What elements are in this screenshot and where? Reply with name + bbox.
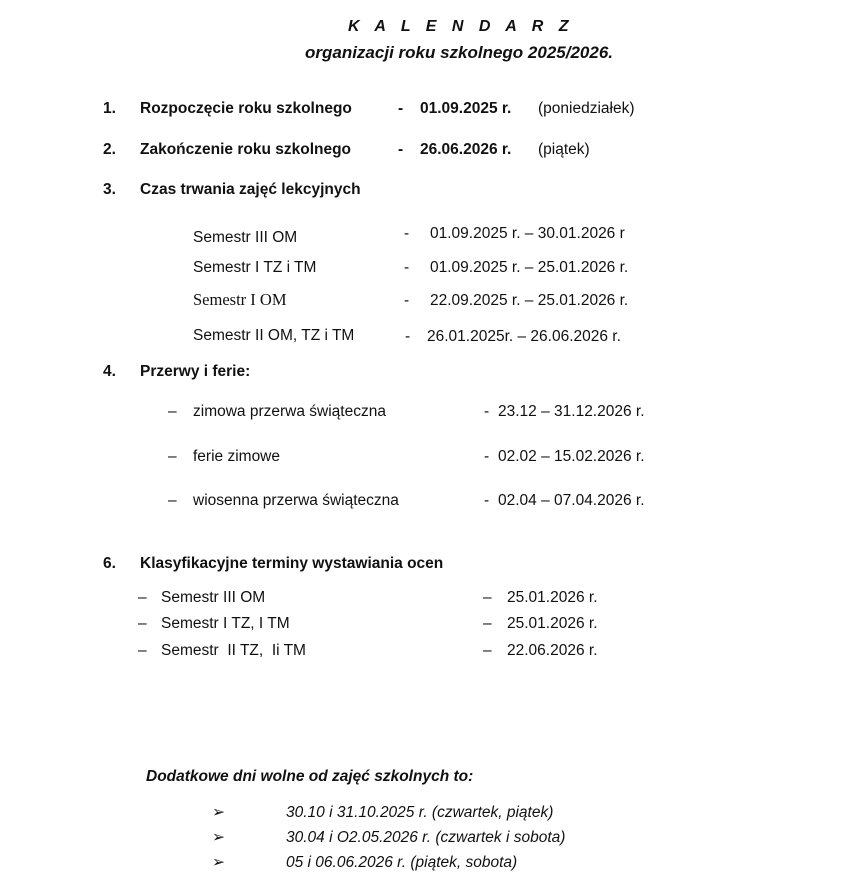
arrow-bullet-icon: ➢ — [212, 854, 225, 871]
document-title: K A L E N D A R Z — [348, 18, 574, 35]
item-number: 2. — [103, 141, 116, 158]
semester-label: Semestr I TZ i TM — [193, 259, 317, 276]
document-subtitle: organizacji roku szkolnego 2025/2026. — [304, 43, 614, 62]
extra-day-text: 05 i 06.06.2026 r. (piątek, sobota) — [286, 854, 518, 871]
arrow-bullet-icon: ➢ — [212, 829, 225, 846]
grading-dash: – — [483, 642, 492, 659]
semester-dash: - — [404, 259, 410, 276]
grading-date: 22.06.2026 r. — [507, 642, 598, 659]
semester-range: 26.01.2025r. – 26.06.2026 r. — [427, 328, 621, 345]
semester-range: 22.09.2025 r. – 25.01.2026 r. — [430, 292, 629, 309]
break-dash: - — [484, 448, 490, 465]
grading-label: Semestr II TZ, Ii TM — [161, 642, 306, 659]
item-label: Czas trwania zajęć lekcyjnych — [140, 181, 361, 198]
grading-label: Semestr I TZ, I TM — [161, 615, 290, 632]
semester-dash: - — [404, 292, 410, 309]
break-range: 02.04 – 07.04.2026 r. — [498, 492, 645, 509]
bullet-dash-icon: – — [138, 642, 147, 659]
break-dash: - — [484, 492, 490, 509]
grading-dash: – — [483, 615, 492, 632]
item-label: Rozpoczęcie roku szkolnego — [140, 100, 352, 117]
bullet-dash-icon: – — [138, 615, 147, 632]
break-label: wiosenna przerwa świąteczna — [193, 492, 399, 509]
item-day: (piątek) — [538, 141, 590, 158]
bullet-dash-icon: – — [138, 589, 147, 606]
item-dash: - — [398, 100, 404, 117]
grading-label: Semestr III OM — [161, 589, 266, 606]
grading-date: 25.01.2026 r. — [507, 589, 598, 606]
item-number: 4. — [103, 363, 116, 380]
semester-dash: - — [404, 225, 410, 242]
item-date: 01.09.2025 r. — [420, 100, 512, 117]
item-number: 1. — [103, 100, 116, 117]
semester-label: Semestr I OM — [193, 290, 287, 309]
semester-range: 01.09.2025 r. – 25.01.2026 r. — [430, 259, 629, 276]
item-label: Klasyfikacyjne terminy wystawiania ocen — [140, 555, 444, 572]
bullet-dash-icon: – — [168, 448, 177, 465]
bullet-dash-icon: – — [168, 492, 177, 509]
break-label: ferie zimowe — [193, 448, 280, 465]
extra-day-text: 30.10 i 31.10.2025 r. (czwartek, piątek) — [286, 804, 554, 821]
item-day: (poniedziałek) — [538, 100, 635, 117]
grading-dash: – — [483, 589, 492, 606]
break-dash: - — [484, 403, 490, 420]
bullet-dash-icon: – — [168, 403, 177, 420]
semester-dash: - — [405, 328, 411, 345]
item-number: 3. — [103, 181, 116, 198]
extra-day-text: 30.04 i O2.05.2026 r. (czwartek i sobota) — [286, 829, 566, 846]
item-dash: - — [398, 141, 404, 158]
semester-range: 01.09.2025 r. – 30.01.2026 r — [430, 225, 625, 242]
break-range: 23.12 – 31.12.2026 r. — [498, 403, 645, 420]
break-label: zimowa przerwa świąteczna — [193, 403, 386, 420]
item-date: 26.06.2026 r. — [420, 141, 512, 158]
item-number: 6. — [103, 555, 116, 572]
semester-label: Semestr II OM, TZ i TM — [193, 327, 355, 344]
extra-days-heading: Dodatkowe dni wolne od zajęć szkolnych to: — [146, 768, 474, 785]
item-label: Przerwy i ferie: — [140, 363, 251, 380]
break-range: 02.02 – 15.02.2026 r. — [498, 448, 645, 465]
grading-date: 25.01.2026 r. — [507, 615, 598, 632]
arrow-bullet-icon: ➢ — [212, 804, 225, 821]
item-label: Zakończenie roku szkolnego — [140, 141, 352, 158]
semester-label: Semestr III OM — [193, 229, 298, 246]
